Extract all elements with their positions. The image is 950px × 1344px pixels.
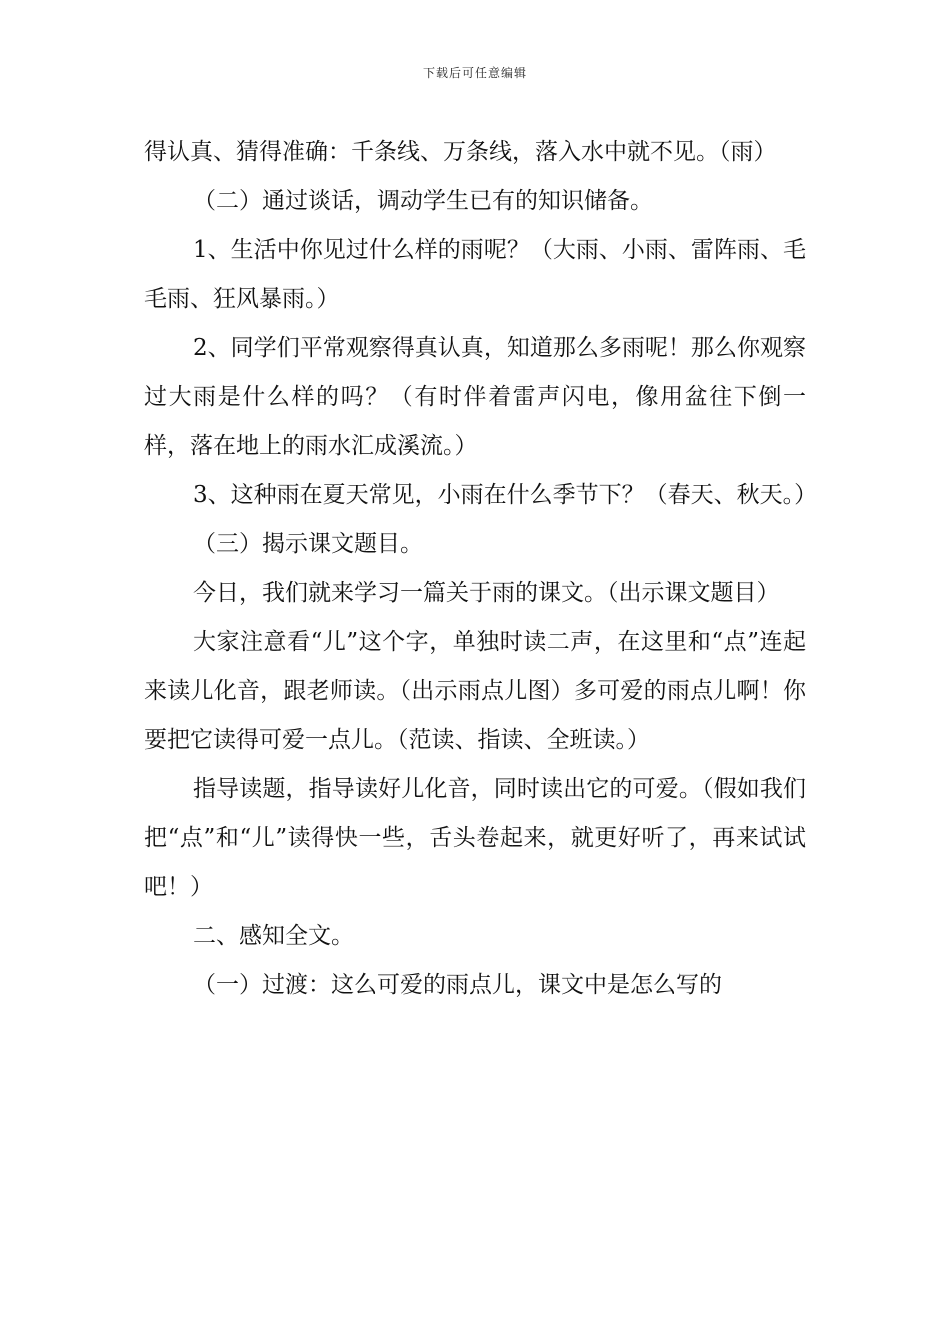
paragraph-question-2: 2、同学们平常观察得真认真，知道那么多雨呢！那么你观察过大雨是什么样的吗？（有时伴着雷声闪电，像用盆往下倒一样，落在地上的雨水汇成溪流。） (144, 335, 806, 459)
section-heading-conversation: （二）通过谈话，调动学生已有的知识储备。 (193, 188, 653, 214)
paragraph-question-1: 1、生活中你见过什么样的雨呢？（大雨、小雨、雷阵雨、毛毛雨、狂风暴雨。） (144, 237, 806, 312)
document-body (144, 128, 818, 1010)
paragraph-reading-guidance: 指导读题，指导读好儿化音，同时读出它的可爱。（假如我们把“点”和“儿”读得快一些，舌头卷起来，就更好听了，再来试试吧！） (144, 776, 806, 900)
page-header: 下载后可任意编辑 (422, 66, 527, 80)
paragraph-riddle-answer: 得认真、猜得准确：千条线、万条线，落入水中就不见。（雨） (144, 139, 777, 165)
paragraph-intro-lesson: 今日，我们就来学习一篇关于雨的课文。（出示课文题目） (193, 580, 780, 606)
paragraph-er-character: 大家注意看“儿”这个字，单独时读二声，在这里和“点”连起来读儿化音，跟老师读。（出示雨点儿图）多可爱的雨点儿啊！你要把它读得可爱一点儿。（范读、指读、全班读。） (144, 629, 806, 753)
paragraph-transition: （一）过渡：这么可爱的雨点儿，课文中是怎么写的 (193, 972, 722, 998)
section-heading-title-reveal: （三）揭示课文题目。 (193, 531, 423, 557)
section-heading-perceive-text: 二、感知全文。 (193, 923, 354, 949)
paragraph-question-3: 3、这种雨在夏天常见，小雨在什么季节下？（春天、秋天。） (193, 482, 818, 508)
